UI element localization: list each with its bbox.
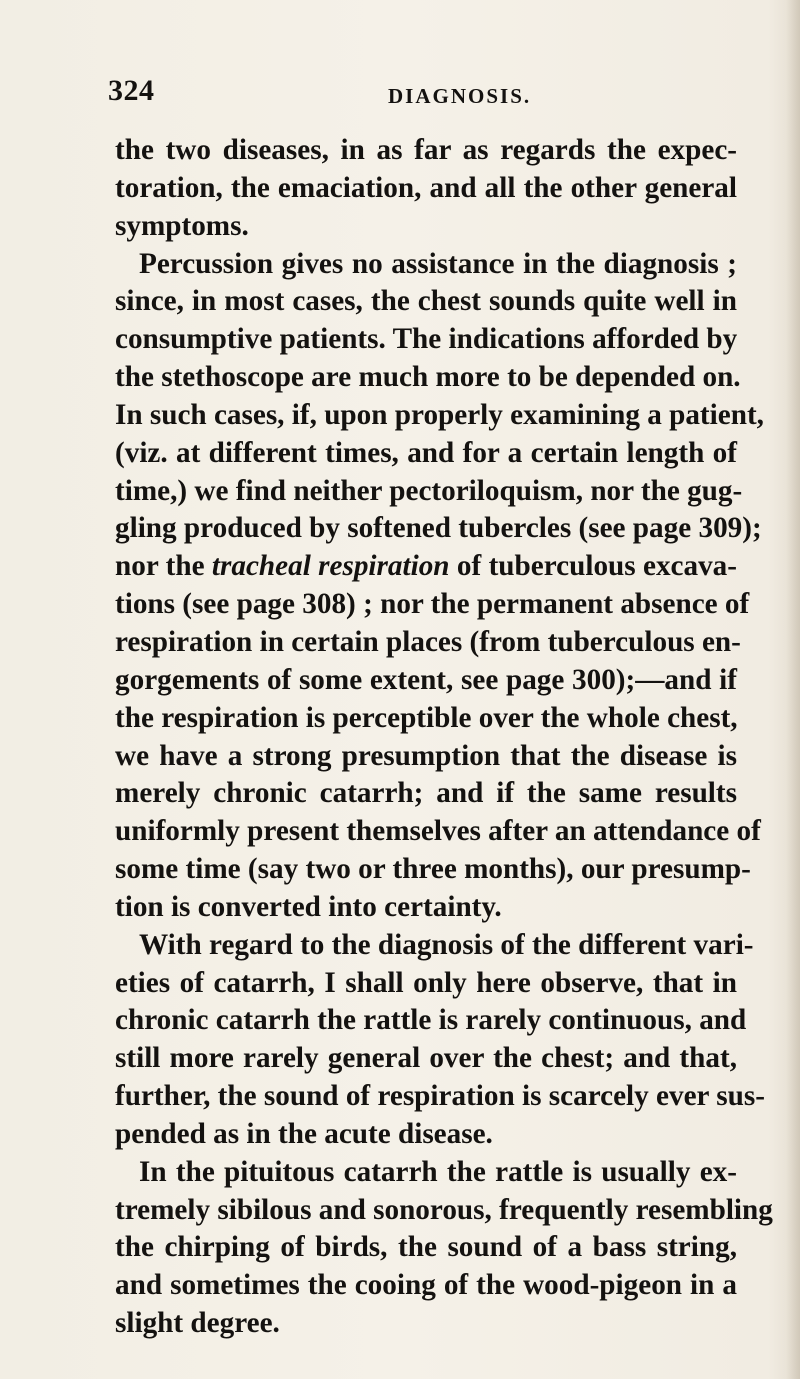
text-line: and sometimes the cooing of the wood-pigeon in a <box>115 1269 737 1302</box>
text-line: merely chronic catarrh; and if the same results <box>115 777 737 810</box>
page-number: 324 <box>108 74 155 107</box>
text-line: pended as in the acute disease. <box>115 1117 493 1150</box>
running-head: DIAGNOSIS. <box>388 84 532 108</box>
text-segment: of tuberculous excava- <box>449 550 737 583</box>
page-edge-shadow <box>786 0 800 1379</box>
text-line: tions (see page 308) ; nor the permanent absence of <box>115 588 750 621</box>
text-line: slight degree. <box>115 1307 280 1340</box>
text-line: still more rarely general over the chest; and that, <box>115 1042 737 1075</box>
italic-phrase: tracheal respiration <box>211 550 450 583</box>
text-line: consumptive patients. The indications afforded by <box>115 323 738 356</box>
text-line: tion is converted into certainty. <box>115 890 502 923</box>
text-line: gorgements of some extent, see page 300);—and if <box>115 663 737 696</box>
text-line: some time (say two or three months), our presump- <box>115 853 751 886</box>
text-line: since, in most cases, the chest sounds quite well in <box>115 285 737 318</box>
body-text <box>115 132 773 1343</box>
text-line: eties of catarrh, I shall only here observe, that in <box>115 966 737 999</box>
text-line: time,) we find neither pectoriloquism, nor the gug- <box>115 474 743 507</box>
text-line: In the pituitous catarrh the rattle is usually ex- <box>139 1155 737 1188</box>
text-line: uniformly present themselves after an attendance of <box>115 815 761 848</box>
text-line: respiration in certain places (from tuberculous en- <box>115 625 741 658</box>
text-line: the stethoscope are much more to be depended on. <box>115 361 741 394</box>
text-segment: nor the <box>115 550 212 583</box>
text-line: tremely sibilous and sonorous, frequently resembling <box>115 1193 773 1226</box>
text-line: the chirping of birds, the sound of a bass string, <box>115 1231 737 1264</box>
text-line: chronic catarrh the rattle is rarely continuous, and <box>115 1004 747 1037</box>
text-line: Percussion gives no assistance in the diagnosis ; <box>139 247 737 280</box>
text-line: (viz. at different times, and for a certain length of <box>115 436 737 469</box>
text-line: gling produced by softened tubercles (see page 309); <box>115 512 762 545</box>
text-line: the two diseases, in as far as regards the expec- <box>115 134 737 166</box>
text-line: further, the sound of respiration is scarcely ever sus- <box>115 1080 765 1113</box>
text-line: symptoms. <box>115 209 249 242</box>
page-header <box>108 74 708 114</box>
text-line: the respiration is perceptible over the whole chest, <box>115 701 738 734</box>
text-line-with-italic <box>115 548 737 586</box>
text-line: In such cases, if, upon properly examining a patient, <box>115 398 764 431</box>
text-line: toration, the emaciation, and all the other general <box>115 171 737 204</box>
text-line: we have a strong presumption that the disease is <box>115 739 737 772</box>
text-line: With regard to the diagnosis of the different vari- <box>139 928 754 961</box>
